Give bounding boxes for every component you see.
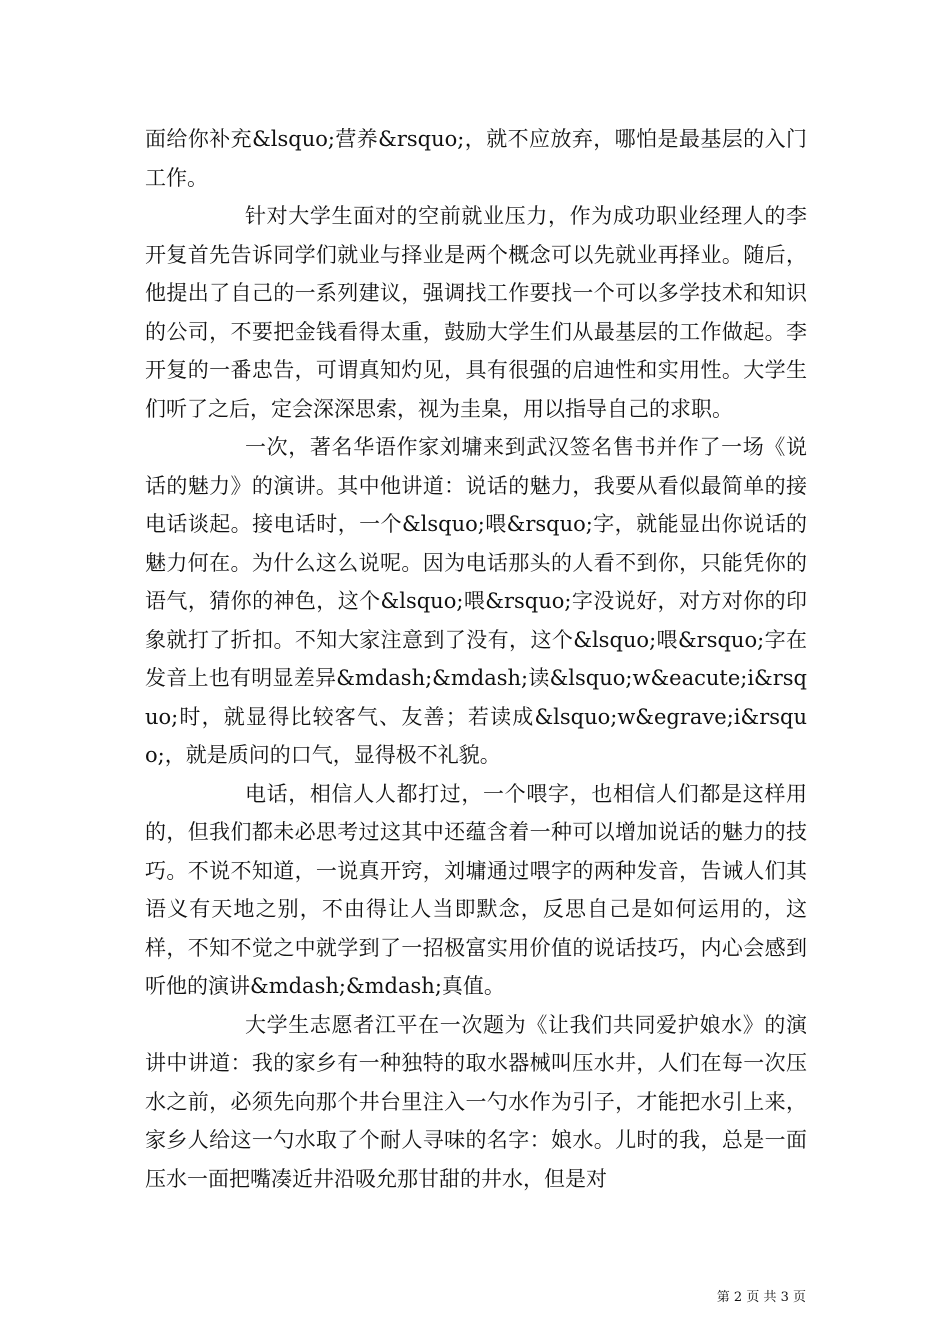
page-number-footer: 第 2 页 共 3 页 [716, 1290, 806, 1305]
paragraph-5: 大学生志愿者江平在一次题为《让我们共同爱护娘水》的演讲中讲道：我的家乡有一种独特的取水器械叫压水井，人们在每一次压水之前，必须先向那个井台里注入一勺水作为引子，才能把水引上来，家乡人给这一勺水取了个耐人寻味的名字：娘水。儿时的我，总是一面压水一面把嘴凑近井沿吸允那甘甜的井水，但是对 [145, 1012, 807, 1191]
document-body [145, 120, 807, 1198]
paragraph-4: 电话，相信人人都打过，一个喂字，也相信人们都是这样用的，但我们都未必思考过这其中还蕴含着一种可以增加说话的魅力的技巧。不说不知道，一说真开窍，刘墉通过喂字的两种发音，告诫人们其语义有天地之别，不由得让人当即默念，反思自己是如何运用的，这样，不知不觉之中就学到了一招极富实用价值的说话技巧，内心会感到听他的演讲&mdash;&mdash;真值。 [145, 781, 807, 998]
paragraph-2: 针对大学生面对的空前就业压力，作为成功职业经理人的李开复首先告诉同学们就业与择业是两个概念可以先就业再择业。随后，他提出了自己的一系列建议，强调找工作要找一个可以多学技术和知识的公司，不要把金钱看得太重，鼓励大学生们从最基层的工作做起。李开复的一番忠告，可谓真知灼见，具有很强的启迪性和实用性。大学生们听了之后，定会深深思索，视为圭臬，用以指导自己的求职。 [145, 204, 807, 421]
paragraph-1: 面给你补充&lsquo;营养&rsquo;，就不应放弃，哪怕是最基层的入门工作。 [145, 127, 807, 190]
paragraph-3: 一次，著名华语作家刘墉来到武汉签名售书并作了一场《说话的魅力》的演讲。其中他讲道：说话的魅力，我要从看似最简单的接电话谈起。接电话时，一个&lsquo;喂&rsquo;字，就能显出你说话的魅力何在。为什么这么说呢。因为电话那头的人看不到你，只能凭你的语气，猜你的神色，这个&lsquo;喂&rsquo;字没说好，对方对你的印象就打了折扣。不知大家注意到了没有，这个&lsquo;喂&rsquo;字在发音上也有明显差异&mdash;&mdash;读&lsquo;w&eacute;i&rsquo;时，就显得比较客气、友善；若读成&lsquo;w&egrave;i&rsquo;，就是质问的口气，显得极不礼貌。 [145, 435, 807, 767]
